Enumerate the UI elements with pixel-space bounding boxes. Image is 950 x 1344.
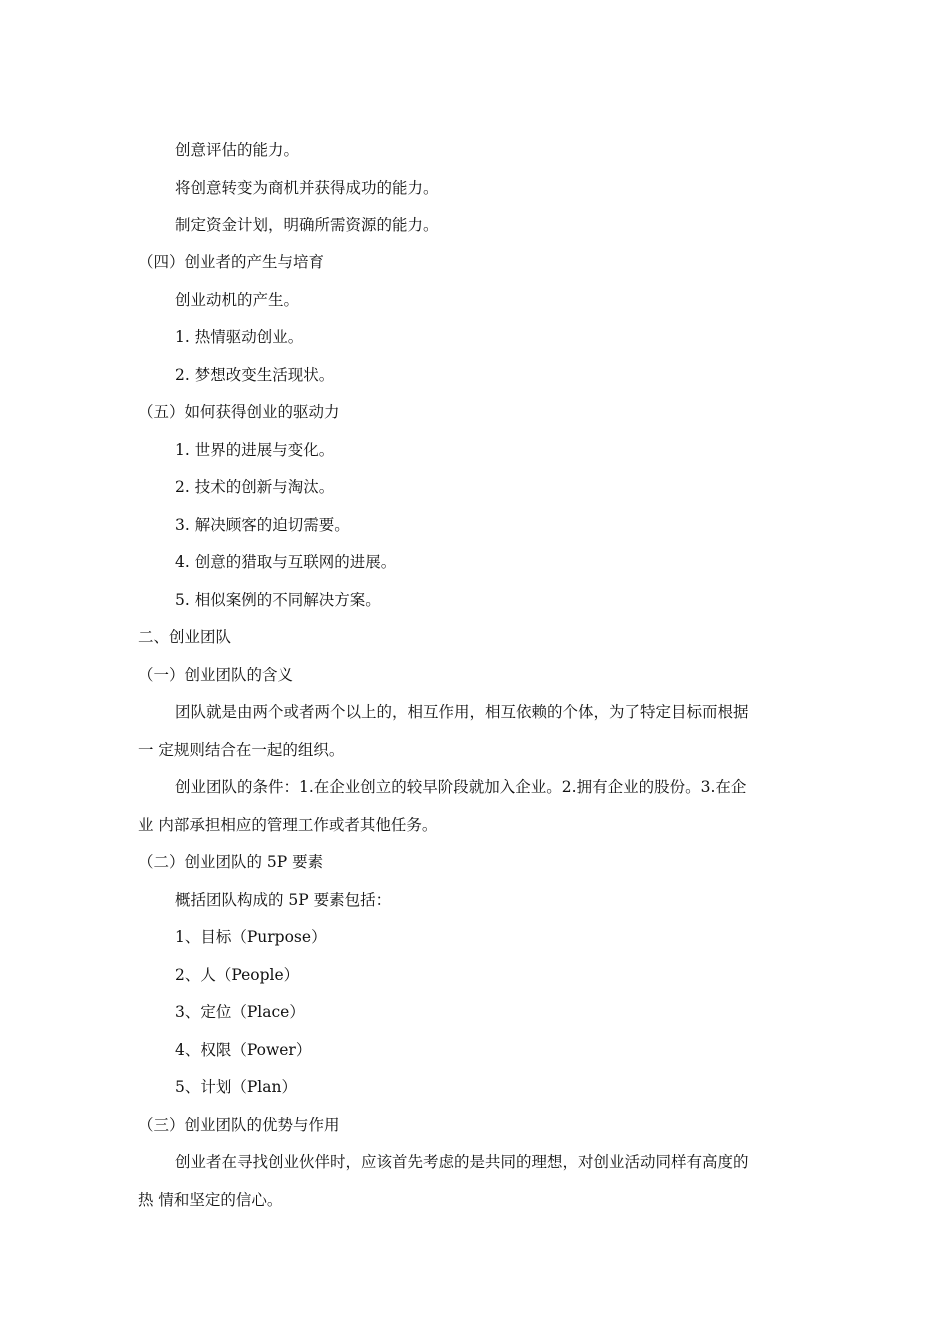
section-heading: （四）创业者的产生与培育 <box>138 253 325 271</box>
paragraph-line: 创业者在寻找创业伙伴时，应该首先考虑的是共同的理想，对创业活动同样有高度的 <box>175 1153 749 1171</box>
paragraph-line: 概括团队构成的 5P 要素包括： <box>175 891 392 909</box>
list-item: 1、目标（Purpose） <box>175 928 327 946</box>
chapter-heading: 二、创业团队 <box>138 628 232 646</box>
paragraph-line: 业 内部承担相应的管理工作或者其他任务。 <box>138 816 438 834</box>
list-item: 1. 世界的进展与变化。 <box>175 441 335 459</box>
section-heading: （五）如何获得创业的驱动力 <box>138 403 340 421</box>
paragraph-line: 一 定规则结合在一起的组织。 <box>138 741 345 759</box>
list-item: 3. 解决顾客的迫切需要。 <box>175 516 350 534</box>
list-item: 2. 梦想改变生活现状。 <box>175 366 335 384</box>
section-heading: （一）创业团队的含义 <box>138 666 294 684</box>
section-heading: （二）创业团队的 5P 要素 <box>138 853 324 871</box>
list-item: 1. 热情驱动创业。 <box>175 328 304 346</box>
paragraph-line: 创业团队的条件：1.在企业创立的较早阶段就加入企业。2.拥有企业的股份。3.在企 <box>175 778 747 796</box>
list-item: 4. 创意的猎取与互联网的进展。 <box>175 553 397 571</box>
list-item: 5、计划（Plan） <box>175 1078 297 1096</box>
paragraph-line: 团队就是由两个或者两个以上的，相互作用，相互依赖的个体，为了特定目标而根据 <box>175 703 749 721</box>
list-item: 4、权限（Power） <box>175 1041 312 1059</box>
paragraph-line: 将创意转变为商机并获得成功的能力。 <box>175 179 439 197</box>
list-item: 3、定位（Place） <box>175 1003 305 1021</box>
paragraph-line: 热 情和坚定的信心。 <box>138 1191 283 1209</box>
paragraph-line: 创意评估的能力。 <box>175 141 300 159</box>
section-heading: （三）创业团队的优势与作用 <box>138 1116 340 1134</box>
list-item: 2、人（People） <box>175 966 300 984</box>
list-item: 2. 技术的创新与淘汰。 <box>175 478 335 496</box>
paragraph-line: 制定资金计划，明确所需资源的能力。 <box>175 216 439 234</box>
list-item: 5. 相似案例的不同解决方案。 <box>175 591 381 609</box>
paragraph-line: 创业动机的产生。 <box>175 291 300 309</box>
